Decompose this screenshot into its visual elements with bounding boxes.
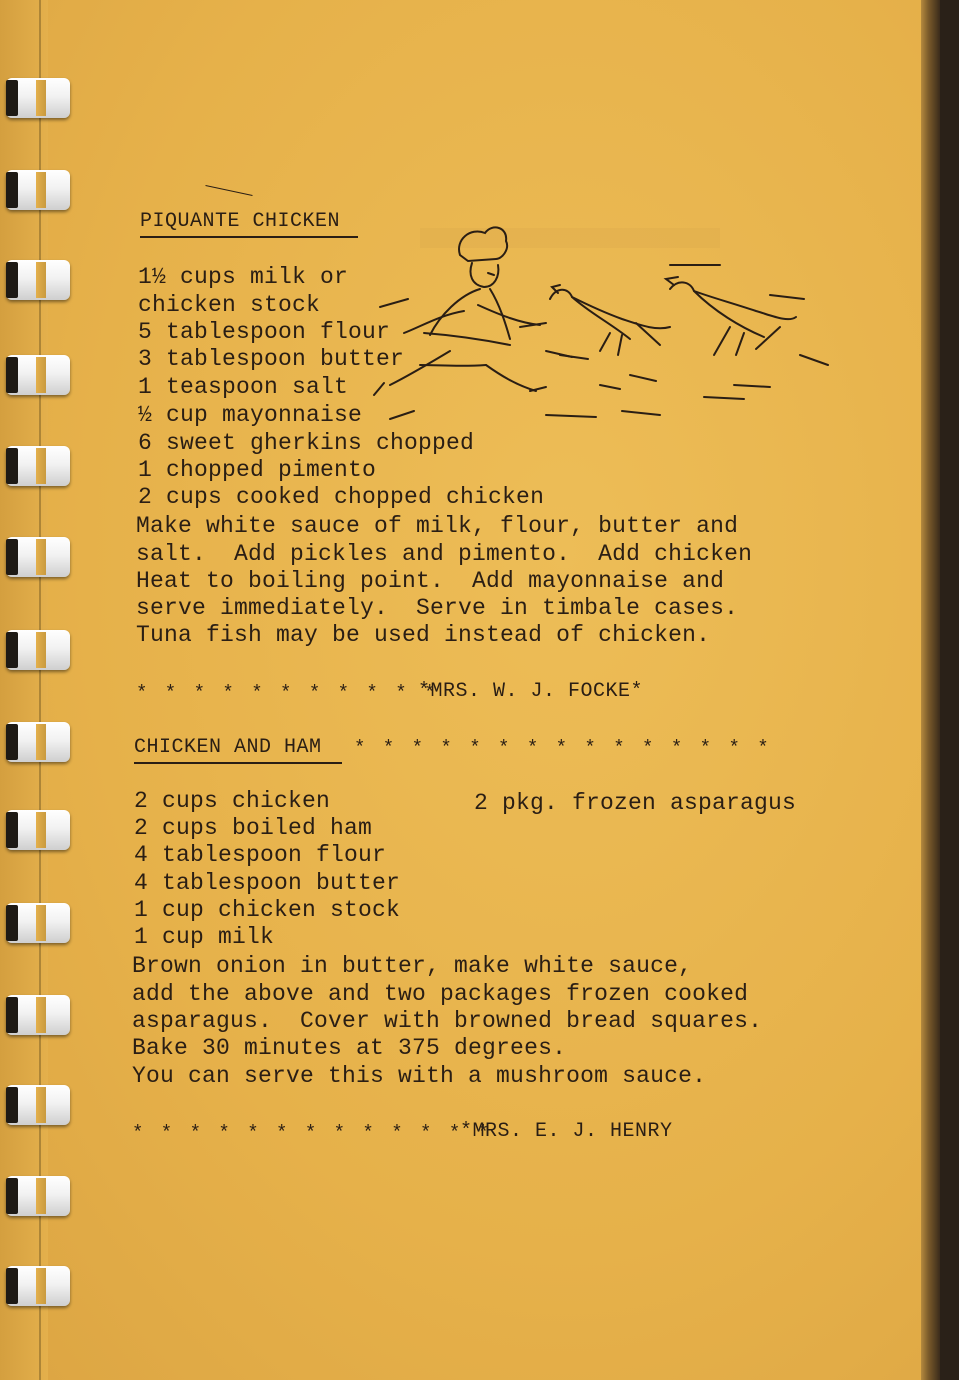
ingredient-line: 1 chopped pimento (138, 457, 377, 483)
ingredient-line: 2 cups boiled ham (134, 815, 373, 841)
recipe-title-underline (134, 762, 342, 764)
binding-ring (6, 170, 70, 210)
binding-ring (6, 446, 70, 486)
ingredient-line: 1½ cups milk or (138, 264, 349, 290)
direction-line: Heat to boiling point. Add mayonnaise and (136, 568, 725, 594)
pen-mark (205, 185, 252, 196)
binding-ring (6, 78, 70, 118)
recipe-title: CHICKEN AND HAM (134, 736, 322, 759)
binding-ring (6, 810, 70, 850)
direction-line: Brown onion in butter, make white sauce, (132, 953, 693, 979)
ingredient-line: 3 tablespoon butter (138, 346, 405, 372)
ingredient-line: 1 cup milk (134, 924, 275, 950)
binding-ring (6, 722, 70, 762)
ingredient-line: 2 cups chicken (134, 788, 331, 814)
star-divider: * * * * * * * * * * * (136, 682, 439, 704)
binding-ring (6, 355, 70, 395)
recipe-author: *MRS. W. J. FOCKE* (418, 680, 644, 703)
direction-line: serve immediately. Serve in timbale cases. (136, 595, 739, 621)
binding-ring (6, 903, 70, 943)
star-divider: * * * * * * * * * * * * * (132, 1122, 493, 1144)
ingredient-line: 1 cup chicken stock (134, 897, 401, 923)
direction-line: asparagus. Cover with browned bread squares. (132, 1008, 763, 1034)
direction-line: Make white sauce of milk, flour, butter and (136, 513, 739, 539)
ingredient-line: 2 pkg. frozen asparagus (474, 790, 797, 816)
binding-ring (6, 995, 70, 1035)
direction-line: add the above and two packages frozen cooked (132, 981, 749, 1007)
binding-ring (6, 630, 70, 670)
chef-chasing-chickens-illustration (360, 215, 830, 430)
ingredient-line: chicken stock (138, 292, 321, 318)
ingredient-line: 1 teaspoon salt (138, 374, 349, 400)
binding-ring (6, 1085, 70, 1125)
ingredient-line: 5 tablespoon flour (138, 319, 391, 345)
ingredient-line: 2 cups cooked chopped chicken (138, 484, 545, 510)
binding-ring (6, 537, 70, 577)
recipe-author: *MRS. E. J. HENRY (460, 1120, 673, 1143)
ingredient-line: 6 sweet gherkins chopped (138, 430, 475, 456)
binding-ring (6, 1176, 70, 1216)
recipe-title-underline (140, 236, 358, 238)
ingredient-line: 4 tablespoon butter (134, 870, 401, 896)
recipe-title: PIQUANTE CHICKEN (140, 210, 341, 233)
binding-ring (6, 260, 70, 300)
direction-line: salt. Add pickles and pimento. Add chicken (136, 541, 753, 567)
page-edge (921, 0, 940, 1380)
binding-ring (6, 1266, 70, 1306)
star-divider: * * * * * * * * * * * * * * * (354, 737, 772, 759)
direction-line: Tuna fish may be used instead of chicken. (136, 622, 711, 648)
direction-line: Bake 30 minutes at 375 degrees. (132, 1035, 567, 1061)
ingredient-line: ½ cup mayonnaise (138, 402, 363, 428)
ingredient-line: 4 tablespoon flour (134, 842, 387, 868)
direction-line: You can serve this with a mushroom sauce. (132, 1063, 707, 1089)
